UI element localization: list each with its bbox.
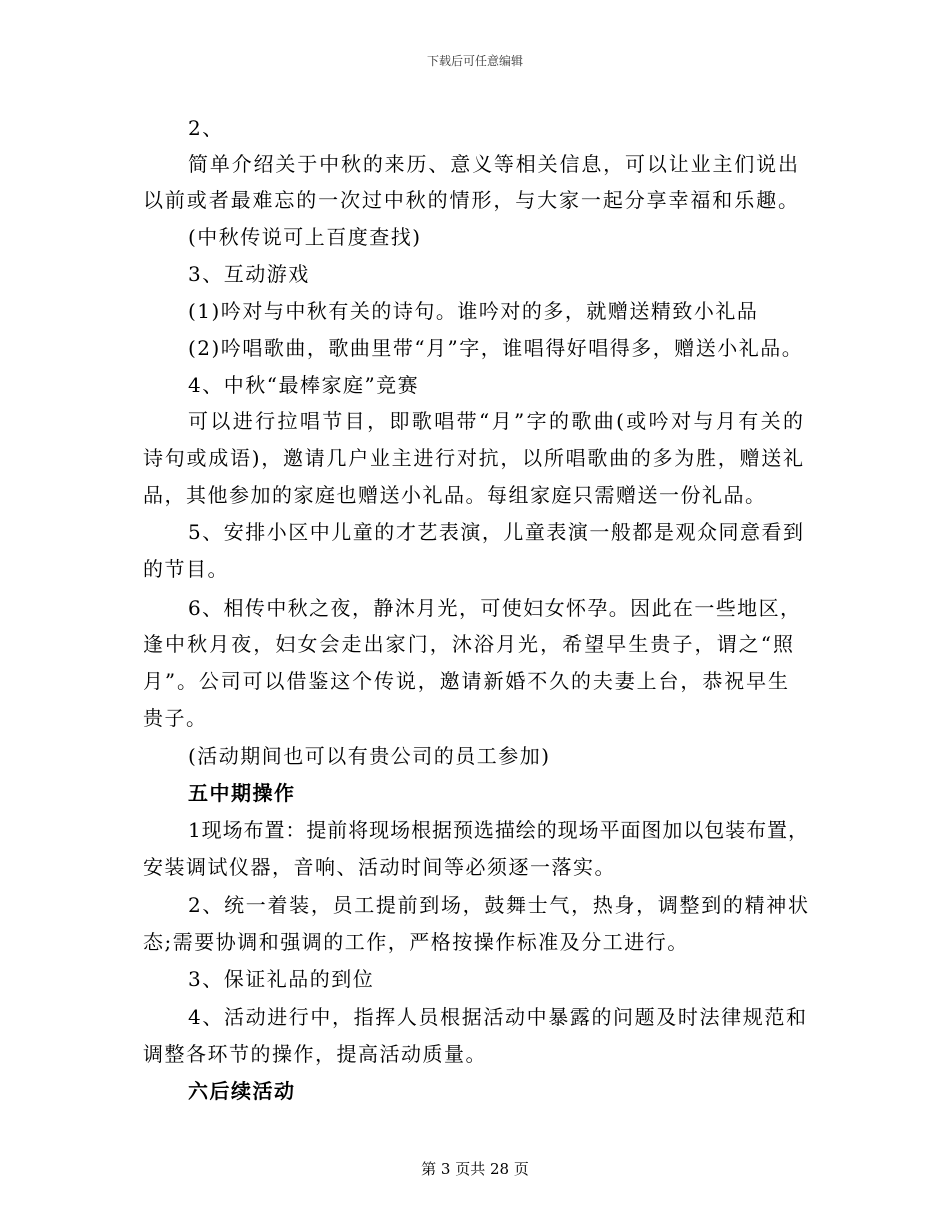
text-line: 逢中秋月夜，妇女会走出家门，沐浴月光，希望早生贵子，谓之“照 xyxy=(143,632,793,656)
text-line: 贵子。 xyxy=(143,706,208,730)
text-line: (1)吟对与中秋有关的诗句。谁吟对的多，就赠送精致小礼品 xyxy=(188,299,759,323)
text-line: 简单介绍关于中秋的来历、意义等相关信息，可以让业主们说出 xyxy=(188,152,798,176)
text-line: 2、 xyxy=(188,116,224,140)
text-line: 4、中秋“最棒家庭”竞赛 xyxy=(188,373,420,397)
text-line: 的节目。 xyxy=(143,557,229,581)
page-footer: 第 3 页共 28 页 xyxy=(421,1160,529,1178)
text-line: 以前或者最难忘的一次过中秋的情形，与大家一起分享幸福和乐趣。 xyxy=(143,188,798,212)
text-line: 安装调试仪器，音响、活动时间等必须逐一落实。 xyxy=(143,855,616,879)
text-line: 调整各环节的操作，提高活动质量。 xyxy=(143,1042,487,1066)
text-line: (中秋传说可上百度查找) xyxy=(188,225,422,249)
text-line: 6、相传中秋之夜，静沐月光，可使妇女怀孕。因此在一些地区， xyxy=(188,596,800,620)
text-line: (活动期间也可以有贵公司的员工参加) xyxy=(188,744,551,768)
text-line: 诗句或成语)，邀请几户业主进行对抗，以所唱歌曲的多为胜，赠送礼 xyxy=(143,446,803,470)
text-line: 可以进行拉唱节目，即歌唱带“月”字的歌曲(或吟对与月有关的 xyxy=(188,409,803,433)
text-line: 1现场布置：提前将现场根据预选描绘的现场平面图加以包装布置， xyxy=(188,818,808,842)
section-heading: 六后续活动 xyxy=(188,1079,296,1103)
section-heading: 五中期操作 xyxy=(188,781,296,805)
text-line: (2)吟唱歌曲，歌曲里带“月”字，谁唱得好唱得多，赠送小礼品。 xyxy=(188,336,804,360)
text-line: 4、活动进行中，指挥人员根据活动中暴露的问题及时法律规范和 xyxy=(188,1005,806,1029)
text-line: 2、统一着装，员工提前到场，鼓舞士气，热身，调整到的精神状 xyxy=(188,893,808,917)
page-header: 下载后可任意编辑 xyxy=(426,54,523,68)
text-line: 5、安排小区中儿童的才艺表演，儿童表演一般都是观众同意看到 xyxy=(188,520,803,544)
text-line: 月”。公司可以借鉴这个传说，邀请新婚不久的夫妻上台，恭祝早生 xyxy=(143,669,788,693)
text-line: 态;需要协调和强调的工作，严格按操作标准及分工进行。 xyxy=(143,930,689,954)
text-line: 品，其他参加的家庭也赠送小礼品。每组家庭只需赠送一份礼品。 xyxy=(143,483,767,507)
text-line: 3、互动游戏 xyxy=(188,262,310,286)
text-line: 3、保证礼品的到位 xyxy=(188,967,375,991)
